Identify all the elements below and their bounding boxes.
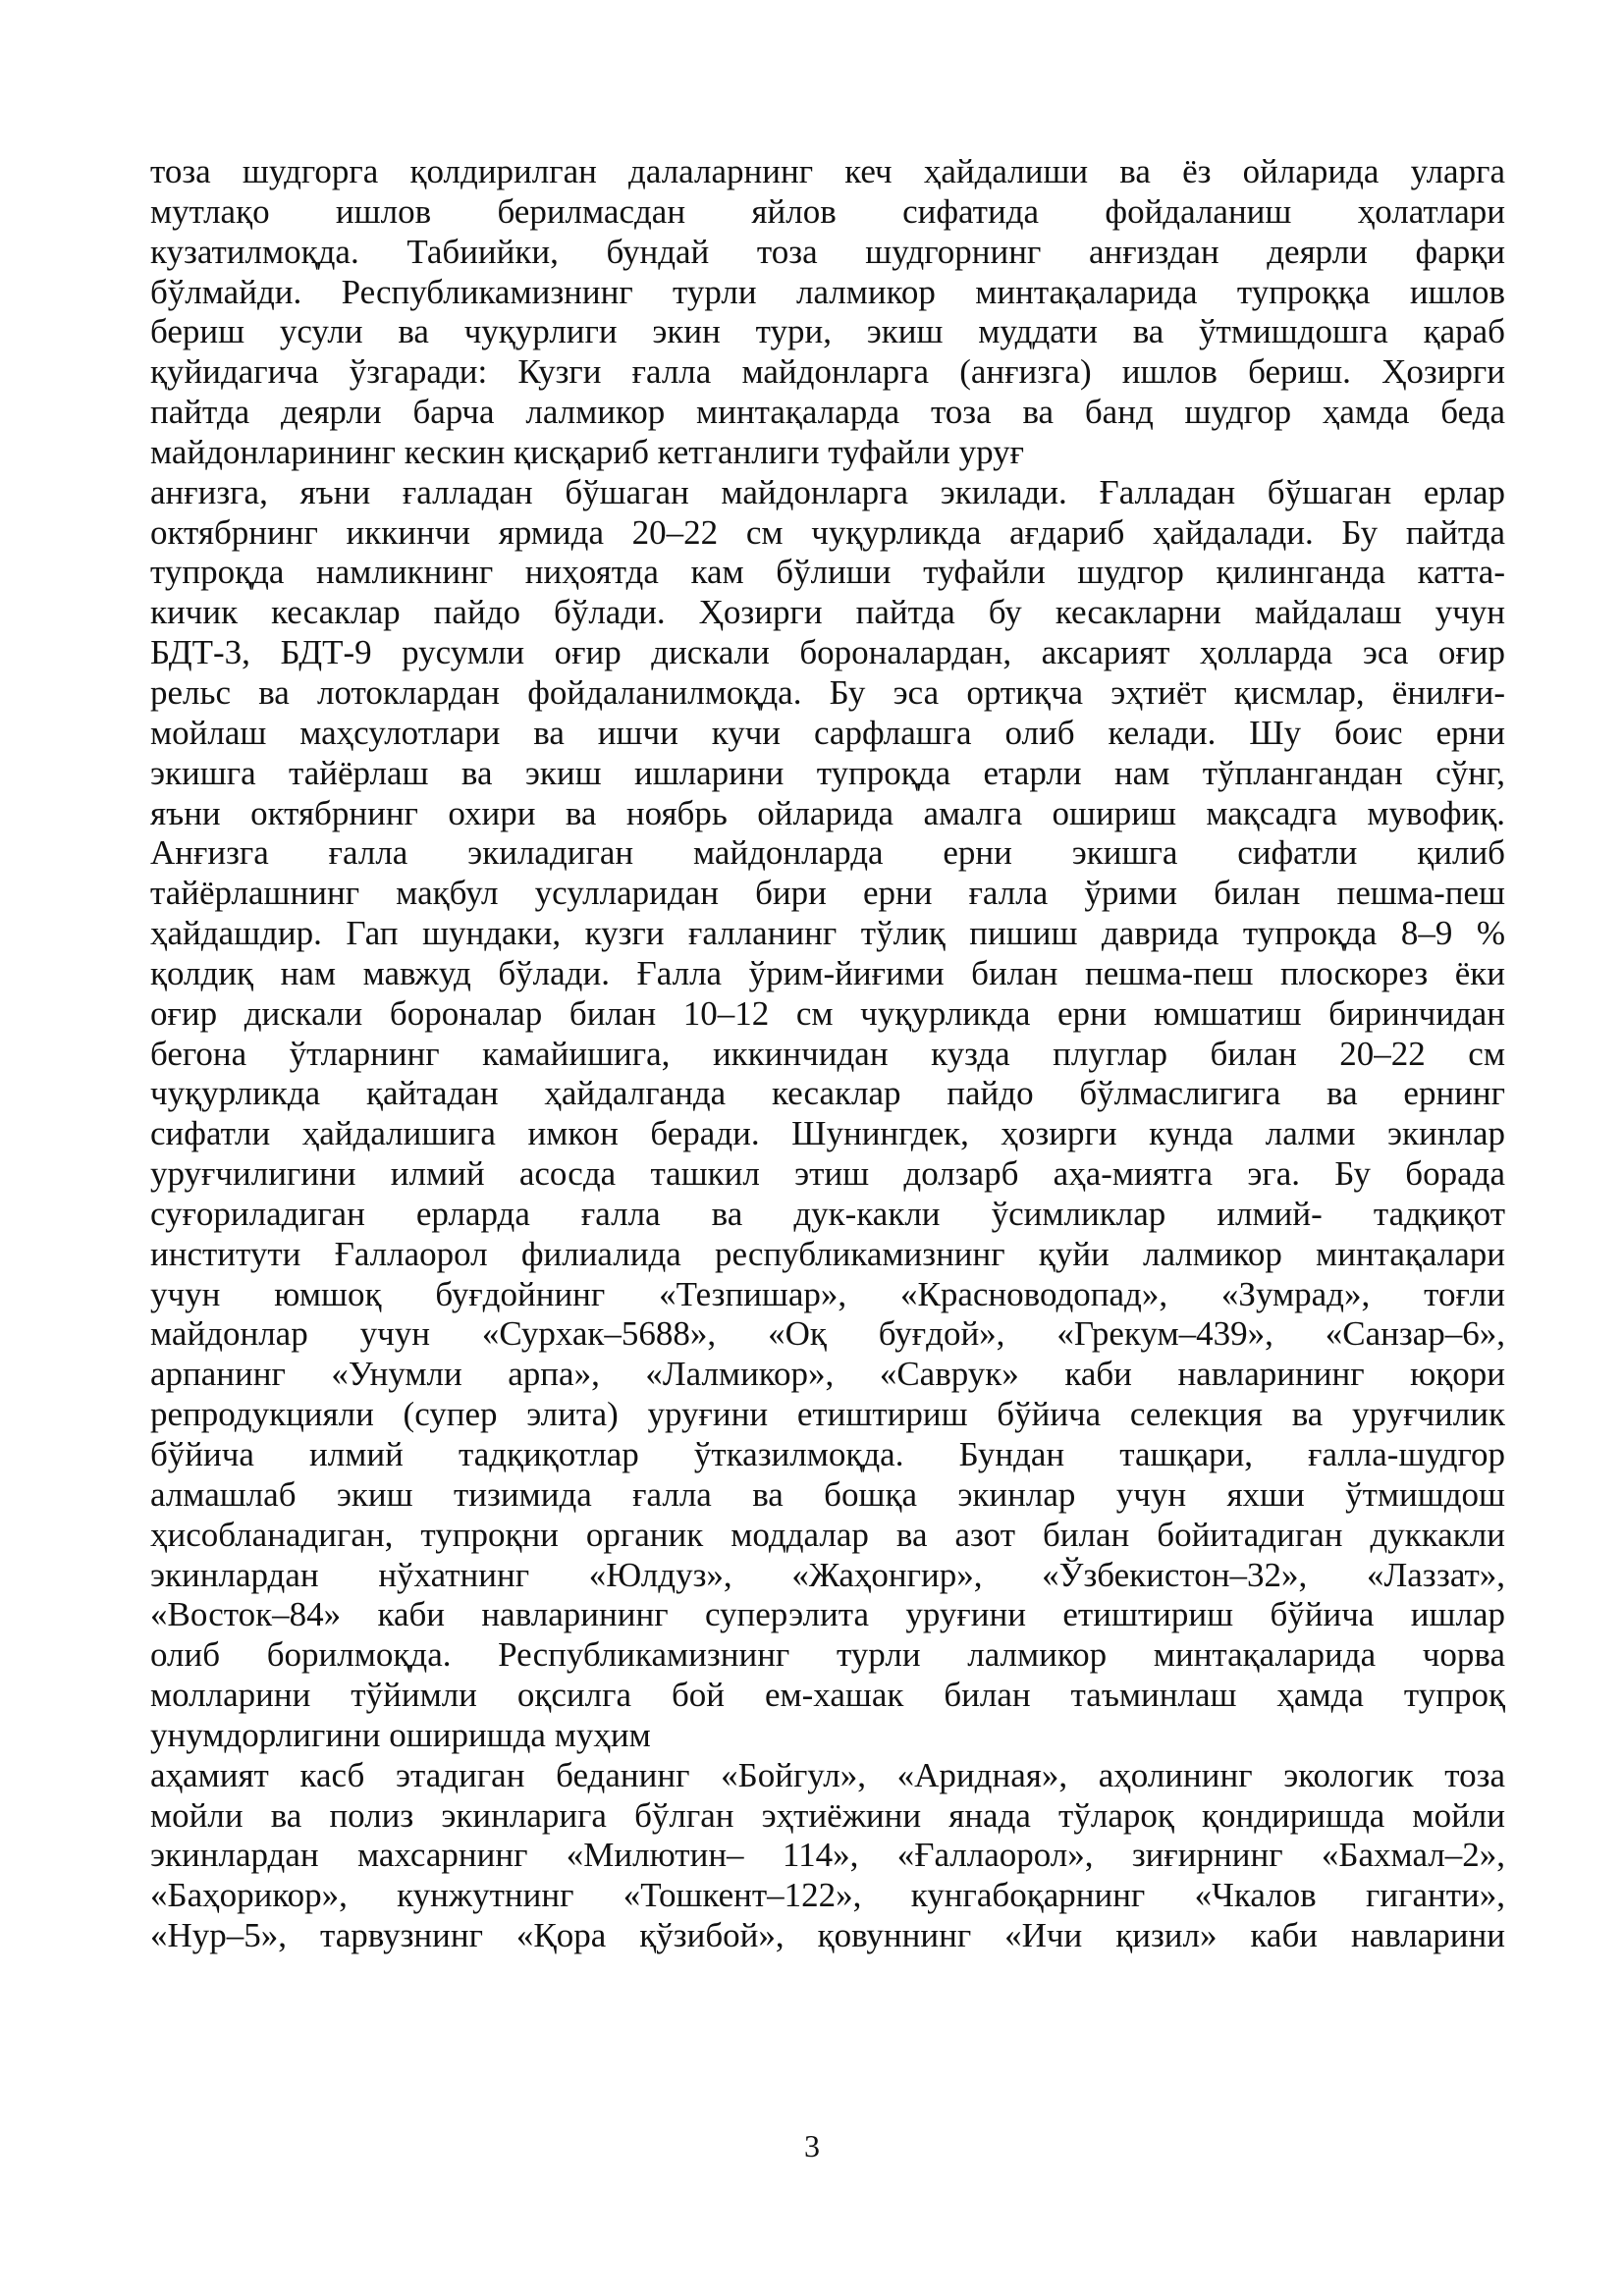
text-line: мутлақо ишлов берилмасдан яйлов сифатида фойдаланиш ҳолатлари [150,191,1505,231]
body-text [150,152,1505,1956]
text-line: мойлаш маҳсулотлари ва ишчи кучи сарфлашга олиб келади. Шу боис ерни [150,713,1505,752]
text-line: институти Ғаллаорол филиалида республикамизнинг қуйи лалмикор минтақалари [150,1234,1505,1273]
text-line: ҳисобланадиган, тупроқни органик моддалар ва азот билан бойитадиган дуккакли [150,1515,1505,1554]
text-line: тупроқда намликнинг ниҳоятда кам бўлиши туфайли шудгор қилинганда катта- [150,553,1505,592]
text-line: октябрнинг иккинчи ярмида 20–22 см чуқурликда ағдариб ҳайдалади. Бу пайтда [150,512,1505,552]
text-line: кичик кесаклар пайдо бўлади. Ҳозирги пайтда бу кесакларни майдалаш учун [150,593,1505,632]
text-line: олиб борилмоқда. Республикамизнинг турли лалмикор минтақаларида чорва [150,1635,1505,1675]
text-line: мойли ва полиз экинларига бўлган эҳтиёжини янада тўлароқ қондиришда мойли [150,1795,1505,1835]
text-line: қолдиқ нам мавжуд бўлади. Ғалла ўрим-йиғими билан пешма-пеш плоскорез ёки [150,953,1505,992]
text-line: «Восток–84» каби навларининг суперэлита уруғини етиштириш бўйича ишлар [150,1595,1505,1634]
text-line: уруғчилигини илмий асосда ташкил этиш долзарб аҳа-миятга эга. Бу борада [150,1154,1505,1194]
text-line: суғориладиган ерларда ғалла ва дук-какли ўсимликлар илмий- тадқиқот [150,1194,1505,1233]
text-line: кузатилмоқда. Табиийки, бундай тоза шудгорнинг анғиздан деярли фарқи [150,232,1505,271]
text-line: экинлардан махсарнинг «Милютин– 114», «Ғаллаорол», зиғирнинг «Бахмал–2», [150,1836,1505,1875]
text-line: сифатли ҳайдалишига имкон беради. Шунингдек, ҳозирги кунда лалми экинлар [150,1114,1505,1153]
text-line: унумдорлигини оширишда муҳим [150,1715,651,1754]
text-line: экишга тайёрлаш ва экиш ишларини тупроқда етарли нам тўплангандан сўнг, [150,753,1505,792]
text-line: Анғизга ғалла экиладиган майдонларда ерни экишга сифатли қилиб [150,833,1505,873]
text-line: молларини тўйимли оқсилга бой ем-хашак билан таъминлаш ҳамда тупроқ [150,1676,1505,1715]
text-line: учун юмшоқ буғдойнинг «Тезпишар», «Красноводопад», «Зумрад», тоғли [150,1274,1505,1313]
text-line: пайтда деярли барча лалмикор минтақаларда тоза ва банд шудгор ҳамда беда [150,393,1505,432]
text-line: экинлардан нўхатнинг «Юлдуз», «Жаҳонгир», «Ўзбекистон–32», «Лаззат», [150,1555,1505,1594]
text-line: «Баҳорикор», кунжутнинг «Тошкент–122», кунгабоқарнинг «Чкалов гиганти», [150,1876,1505,1915]
text-line: тоза шудгорга қолдирилган далаларнинг кеч ҳайдалиши ва ёз ойларида уларга [150,152,1505,190]
text-line: оғир дискали бороналар билан 10–12 см чуқурликда ерни юмшатиш биринчидан [150,993,1505,1033]
text-line: майдонларининг кескин қисқариб кетганлиги туфайли уруғ [150,432,1024,471]
text-line: «Нур–5», тарвузнинг «Қора қўзибой», қовуннинг «Ичи қизил» каби навларини [150,1916,1505,1955]
text-line: бўйича илмий тадқиқотлар ўтказилмоқда. Бундан ташқари, ғалла-шудгор [150,1435,1505,1473]
text-line: БДТ-3, БДТ-9 русумли оғир дискали бороналардан, аксарият ҳолларда эса оғир [150,633,1505,672]
text-line: репродукцияли (супер элита) уруғини етиштириш бўйича селекция ва уруғчилик [150,1395,1505,1434]
text-line: аҳамият касб этадиган беданинг «Бойгул», «Аридная», аҳолининг экологик тоза [150,1755,1505,1794]
text-line: алмашлаб экиш тизимида ғалла ва бошқа экинлар учун яхши ўтмишдош [150,1474,1505,1514]
text-line: чуқурликда қайтадан ҳайдалганда кесаклар пайдо бўлмаслигига ва ернинг [150,1074,1505,1113]
page-number: 3 [804,2128,820,2163]
text-line: рельс ва лотоклардан фойдаланилмоқда. Бу эса ортиқча эҳтиёт қисмлар, ёнилғи- [150,672,1505,712]
text-line: қуйидагича ўзгаради: Кузги ғалла майдонларга (анғизга) ишлов бериш. Ҳозирги [150,352,1505,392]
text-line: анғизга, яъни ғалладан бўшаган майдонларга экилади. Ғалладан бўшаган ерлар [150,472,1505,511]
text-line: арпанинг «Унумли арпа», «Лалмикор», «Саврук» каби навларининг юқори [150,1355,1505,1394]
text-line: ҳайдашдир. Гап шундаки, кузги ғалланинг тўлиқ пишиш даврида тупроқда 8–9 % [150,914,1505,953]
text-line: бегона ўтларнинг камайишига, иккинчидан кузда плуглар билан 20–22 см [150,1034,1505,1073]
text-line: бўлмайди. Республикамизнинг турли лалмикор минтақаларида тупроққа ишлов [150,272,1505,311]
text-line: яъни октябрнинг охири ва ноябрь ойларида амалга ошириш мақсадга мувофиқ. [150,793,1505,832]
text-line: тайёрлашнинг мақбул усулларидан бири ерни ғалла ўрими билан пешма-пеш [150,874,1505,913]
text-line: майдонлар учун «Сурхак–5688», «Оқ буғдой», «Грекум–439», «Санзар–6», [150,1314,1505,1354]
text-line: бериш усули ва чуқурлиги экин тури, экиш муддати ва ўтмишдошга қараб [150,312,1505,351]
